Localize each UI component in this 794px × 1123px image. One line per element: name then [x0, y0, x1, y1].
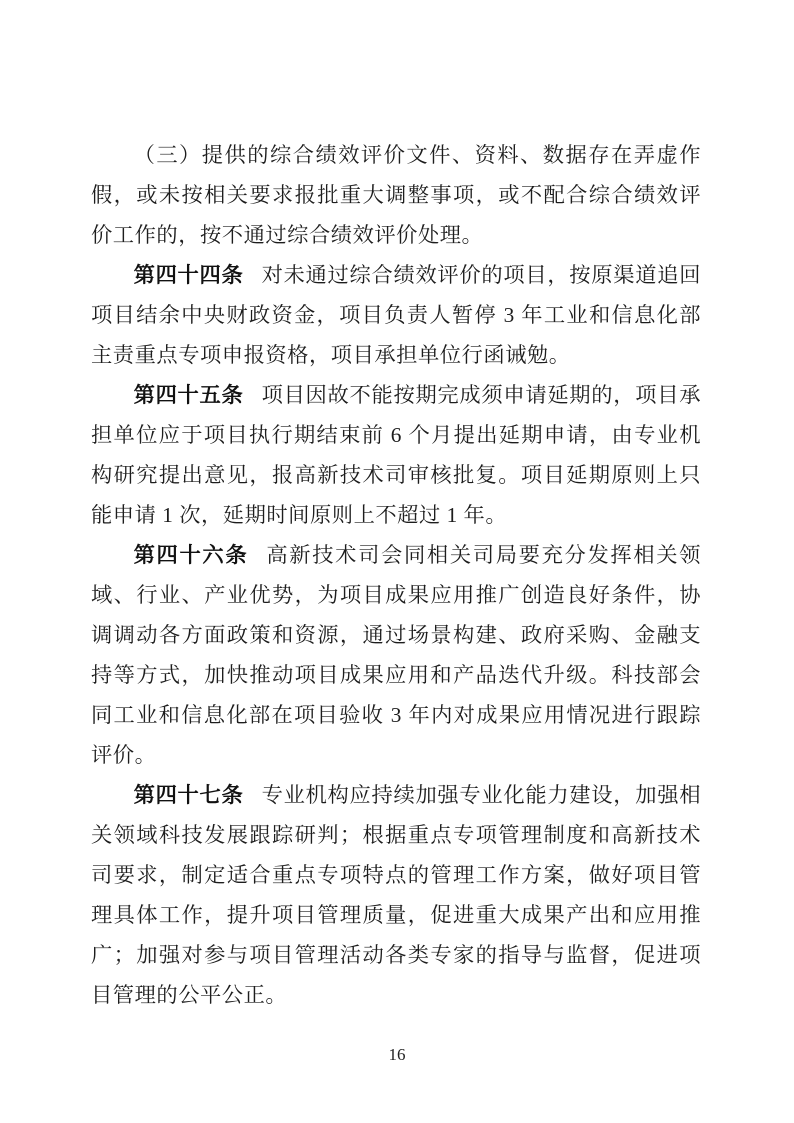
paragraph-article-47 [91, 775, 701, 1015]
paragraph-article-44 [91, 255, 701, 375]
paragraph-text: 对未通过综合绩效评价的项目，按原渠道追回项目结余中央财政资金，项目负责人暂停 3 年工业和信息化部主责重点专项申报资格，项目承担单位行函诫勉。 [91, 263, 701, 367]
paragraph-text: 高新技术司会同相关司局要充分发挥相关领域、行业、产业优势，为项目成果应用推广创造良好条件，协调调动各方面政策和资源，通过场景构建、政府采购、金融支持等方式，加快推动项目成果应用和产品迭代升级。科技部会同工业和信息化部在项目验收 3 年内对成果应用情况进行跟踪评价。 [91, 543, 701, 767]
page-footer [0, 1045, 794, 1065]
paragraph-article-45 [91, 375, 701, 535]
paragraph-item-3-clause [91, 135, 701, 255]
paragraph-text: （三）提供的综合绩效评价文件、资料、数据存在弄虚作假，或未按相关要求报批重大调整事项，或不配合综合绩效评价工作的，按不通过综合绩效评价处理。 [91, 143, 701, 247]
document-body [91, 135, 701, 1015]
paragraph-text: 项目因故不能按期完成须申请延期的，项目承担单位应于项目执行期结束前 6 个月提出延期申请，由专业机构研究提出意见，报高新技术司审核批复。项目延期原则上只能申请 1 次，延期时间原则上不超过 1 年。 [91, 383, 701, 527]
article-number: 第四十五条 [133, 383, 244, 407]
page-number: 16 [388, 1045, 406, 1064]
article-number: 第四十四条 [133, 263, 244, 287]
article-number: 第四十七条 [133, 783, 244, 807]
paragraph-article-46 [91, 535, 701, 775]
article-number: 第四十六条 [133, 543, 249, 567]
paragraph-text: 专业机构应持续加强专业化能力建设，加强相关领域科技发展跟踪研判；根据重点专项管理制度和高新技术司要求，制定适合重点专项特点的管理工作方案，做好项目管理具体工作，提升项目管理质量，促进重大成果产出和应用推广；加强对参与项目管理活动各类专家的指导与监督，促进项目管理的公平公正。 [91, 783, 701, 1007]
